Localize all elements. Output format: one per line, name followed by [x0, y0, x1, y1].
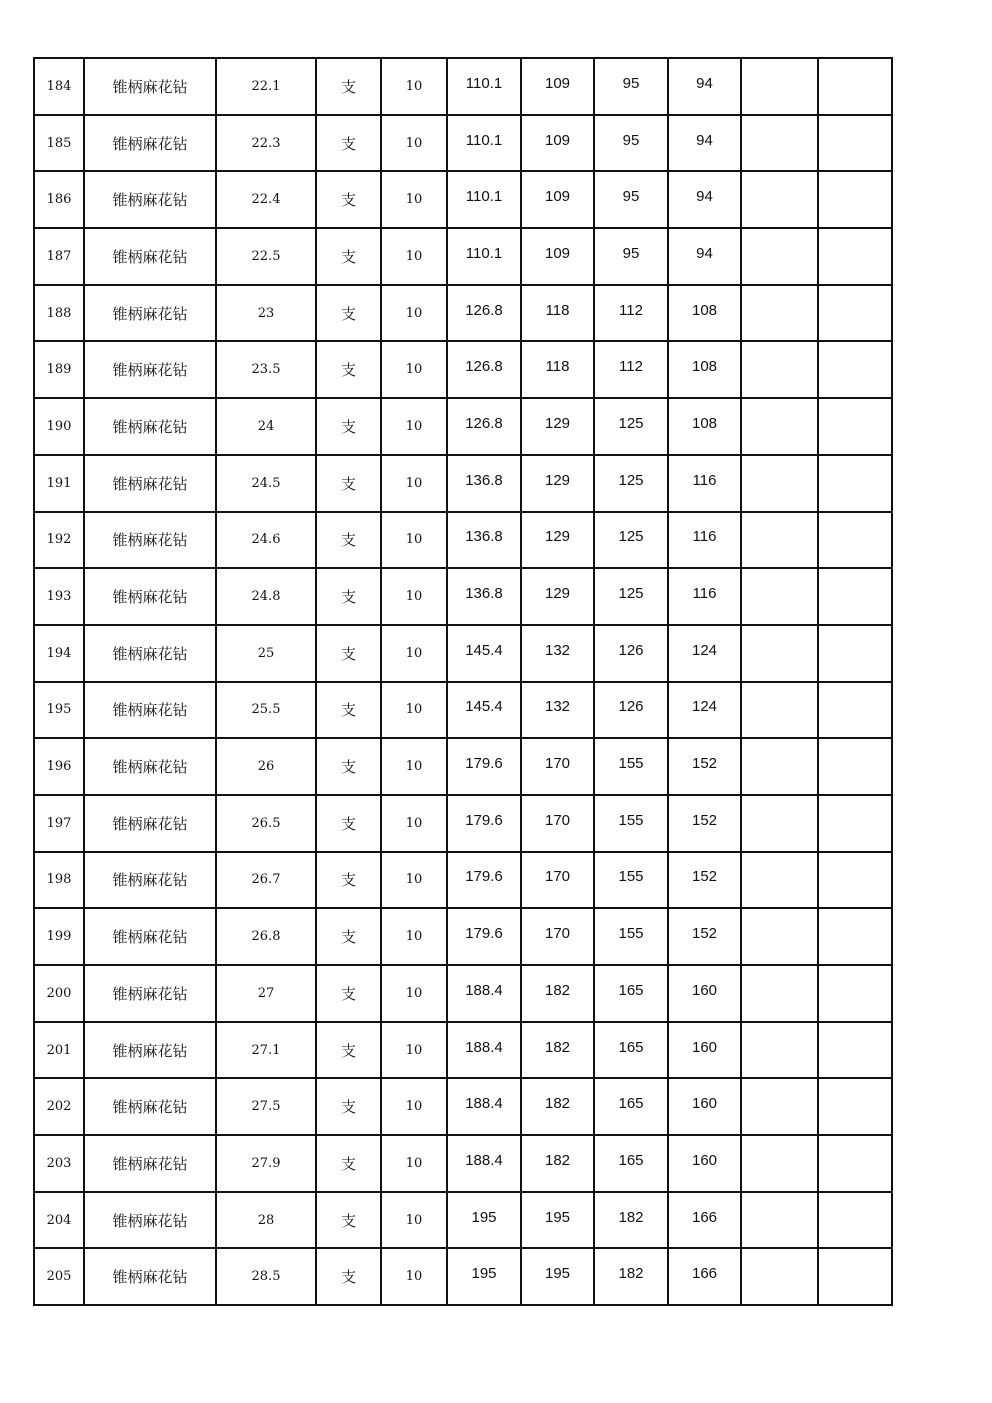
- table-row: [34, 1078, 892, 1135]
- price-3-cell: 95: [594, 168, 668, 225]
- row-number-cell: 195: [34, 682, 84, 739]
- product-name-cell: 锥柄麻花钻: [84, 795, 216, 852]
- table-row: [34, 965, 892, 1022]
- price-4-cell: 152: [668, 849, 741, 906]
- quantity-cell: 10: [381, 398, 447, 455]
- unit-cell: 支: [316, 341, 381, 398]
- price-2-cell: 129: [521, 509, 594, 566]
- product-name-cell: 锥柄麻花钻: [84, 738, 216, 795]
- table-row: [34, 625, 892, 682]
- price-1-cell: 179.6: [447, 905, 521, 962]
- quantity-cell: 10: [381, 908, 447, 965]
- unit-cell: 支: [316, 682, 381, 739]
- table-row: [34, 58, 892, 115]
- blank-cell-1: [741, 1192, 818, 1249]
- unit-cell: 支: [316, 795, 381, 852]
- spec-cell: 22.1: [216, 58, 316, 115]
- blank-cell-2: [818, 58, 892, 115]
- row-number-cell: 185: [34, 115, 84, 172]
- row-number-cell: 202: [34, 1078, 84, 1135]
- table-row: [34, 285, 892, 342]
- blank-cell-1: [741, 965, 818, 1022]
- quantity-cell: 10: [381, 965, 447, 1022]
- price-3-cell: 155: [594, 735, 668, 792]
- table-body: [34, 58, 892, 1305]
- price-1-cell: 136.8: [447, 565, 521, 622]
- price-1-cell: 188.4: [447, 1075, 521, 1132]
- unit-cell: 支: [316, 625, 381, 682]
- row-number-cell: 203: [34, 1135, 84, 1192]
- product-name-cell: 锥柄麻花钻: [84, 965, 216, 1022]
- quantity-cell: 10: [381, 341, 447, 398]
- table-row: [34, 908, 892, 965]
- blank-cell-2: [818, 341, 892, 398]
- quantity-cell: 10: [381, 738, 447, 795]
- spec-cell: 25.5: [216, 682, 316, 739]
- price-1-cell: 126.8: [447, 338, 521, 395]
- price-2-cell: 118: [521, 282, 594, 339]
- spec-cell: 22.3: [216, 115, 316, 172]
- product-name-cell: 锥柄麻花钻: [84, 1022, 216, 1079]
- price-4-cell: 166: [668, 1245, 741, 1302]
- price-2-cell: 109: [521, 225, 594, 282]
- spec-cell: 24.5: [216, 455, 316, 512]
- blank-cell-2: [818, 568, 892, 625]
- price-2-cell: 109: [521, 112, 594, 169]
- blank-cell-1: [741, 58, 818, 115]
- table-row: [34, 1192, 892, 1249]
- blank-cell-1: [741, 171, 818, 228]
- price-3-cell: 155: [594, 849, 668, 906]
- blank-cell-1: [741, 285, 818, 342]
- price-1-cell: 195: [447, 1189, 521, 1246]
- price-4-cell: 108: [668, 395, 741, 452]
- price-4-cell: 166: [668, 1189, 741, 1246]
- price-2-cell: 195: [521, 1245, 594, 1302]
- price-4-cell: 124: [668, 679, 741, 736]
- product-name-cell: 锥柄麻花钻: [84, 625, 216, 682]
- quantity-cell: 10: [381, 228, 447, 285]
- price-1-cell: 126.8: [447, 395, 521, 452]
- price-3-cell: 126: [594, 679, 668, 736]
- price-1-cell: 136.8: [447, 452, 521, 509]
- price-1-cell: 179.6: [447, 735, 521, 792]
- price-3-cell: 155: [594, 792, 668, 849]
- blank-cell-2: [818, 1135, 892, 1192]
- product-name-cell: 锥柄麻花钻: [84, 1078, 216, 1135]
- price-2-cell: 129: [521, 395, 594, 452]
- spec-cell: 26.8: [216, 908, 316, 965]
- price-3-cell: 125: [594, 395, 668, 452]
- unit-cell: 支: [316, 1135, 381, 1192]
- row-number-cell: 192: [34, 512, 84, 569]
- unit-cell: 支: [316, 115, 381, 172]
- table-row: [34, 1248, 892, 1305]
- product-name-cell: 锥柄麻花钻: [84, 58, 216, 115]
- quantity-cell: 10: [381, 171, 447, 228]
- price-3-cell: 165: [594, 1019, 668, 1076]
- row-number-cell: 205: [34, 1248, 84, 1305]
- price-4-cell: 160: [668, 1075, 741, 1132]
- blank-cell-2: [818, 682, 892, 739]
- price-3-cell: 112: [594, 338, 668, 395]
- price-3-cell: 165: [594, 962, 668, 1019]
- spec-cell: 22.5: [216, 228, 316, 285]
- price-4-cell: 116: [668, 565, 741, 622]
- price-2-cell: 170: [521, 905, 594, 962]
- unit-cell: 支: [316, 852, 381, 909]
- blank-cell-2: [818, 115, 892, 172]
- price-1-cell: 145.4: [447, 679, 521, 736]
- price-2-cell: 170: [521, 735, 594, 792]
- quantity-cell: 10: [381, 568, 447, 625]
- blank-cell-2: [818, 795, 892, 852]
- blank-cell-2: [818, 965, 892, 1022]
- row-number-cell: 184: [34, 58, 84, 115]
- product-name-cell: 锥柄麻花钻: [84, 682, 216, 739]
- price-2-cell: 109: [521, 168, 594, 225]
- spec-cell: 23: [216, 285, 316, 342]
- spec-cell: 28: [216, 1192, 316, 1249]
- blank-cell-1: [741, 455, 818, 512]
- quantity-cell: 10: [381, 58, 447, 115]
- price-3-cell: 125: [594, 565, 668, 622]
- product-name-cell: 锥柄麻花钻: [84, 398, 216, 455]
- blank-cell-1: [741, 682, 818, 739]
- quantity-cell: 10: [381, 852, 447, 909]
- price-2-cell: 182: [521, 1132, 594, 1189]
- blank-cell-2: [818, 455, 892, 512]
- price-2-cell: 132: [521, 679, 594, 736]
- price-1-cell: 136.8: [447, 509, 521, 566]
- table-row: [34, 1022, 892, 1079]
- row-number-cell: 194: [34, 625, 84, 682]
- quantity-cell: 10: [381, 285, 447, 342]
- price-2-cell: 132: [521, 622, 594, 679]
- table-row: [34, 738, 892, 795]
- product-name-cell: 锥柄麻花钻: [84, 1248, 216, 1305]
- row-number-cell: 201: [34, 1022, 84, 1079]
- unit-cell: 支: [316, 908, 381, 965]
- product-name-cell: 锥柄麻花钻: [84, 512, 216, 569]
- quantity-cell: 10: [381, 115, 447, 172]
- table-row: [34, 228, 892, 285]
- price-2-cell: 182: [521, 1019, 594, 1076]
- unit-cell: 支: [316, 568, 381, 625]
- spec-cell: 24.6: [216, 512, 316, 569]
- price-4-cell: 94: [668, 168, 741, 225]
- quantity-cell: 10: [381, 1022, 447, 1079]
- price-4-cell: 116: [668, 509, 741, 566]
- blank-cell-2: [818, 228, 892, 285]
- row-number-cell: 190: [34, 398, 84, 455]
- price-4-cell: 160: [668, 1132, 741, 1189]
- price-1-cell: 195: [447, 1245, 521, 1302]
- blank-cell-2: [818, 625, 892, 682]
- quantity-cell: 10: [381, 795, 447, 852]
- price-4-cell: 94: [668, 55, 741, 112]
- row-number-cell: 198: [34, 852, 84, 909]
- product-name-cell: 锥柄麻花钻: [84, 285, 216, 342]
- blank-cell-2: [818, 171, 892, 228]
- price-1-cell: 126.8: [447, 282, 521, 339]
- blank-cell-1: [741, 1135, 818, 1192]
- unit-cell: 支: [316, 1192, 381, 1249]
- quantity-cell: 10: [381, 1248, 447, 1305]
- price-1-cell: 179.6: [447, 792, 521, 849]
- spec-cell: 27: [216, 965, 316, 1022]
- product-name-cell: 锥柄麻花钻: [84, 115, 216, 172]
- price-4-cell: 160: [668, 962, 741, 1019]
- price-2-cell: 182: [521, 962, 594, 1019]
- row-number-cell: 186: [34, 171, 84, 228]
- price-3-cell: 125: [594, 509, 668, 566]
- price-2-cell: 129: [521, 565, 594, 622]
- unit-cell: 支: [316, 738, 381, 795]
- table-row: [34, 1135, 892, 1192]
- blank-cell-2: [818, 398, 892, 455]
- table-row: [34, 455, 892, 512]
- spec-cell: 25: [216, 625, 316, 682]
- price-1-cell: 179.6: [447, 849, 521, 906]
- row-number-cell: 196: [34, 738, 84, 795]
- price-2-cell: 170: [521, 792, 594, 849]
- price-2-cell: 170: [521, 849, 594, 906]
- unit-cell: 支: [316, 58, 381, 115]
- spec-cell: 26: [216, 738, 316, 795]
- table-row: [34, 568, 892, 625]
- table-row: [34, 341, 892, 398]
- price-4-cell: 124: [668, 622, 741, 679]
- blank-cell-1: [741, 1248, 818, 1305]
- table-row: [34, 852, 892, 909]
- blank-cell-2: [818, 1022, 892, 1079]
- blank-cell-2: [818, 908, 892, 965]
- price-3-cell: 95: [594, 112, 668, 169]
- blank-cell-2: [818, 1078, 892, 1135]
- price-4-cell: 160: [668, 1019, 741, 1076]
- unit-cell: 支: [316, 512, 381, 569]
- product-name-cell: 锥柄麻花钻: [84, 228, 216, 285]
- price-3-cell: 95: [594, 225, 668, 282]
- blank-cell-1: [741, 908, 818, 965]
- quantity-cell: 10: [381, 1078, 447, 1135]
- blank-cell-2: [818, 1192, 892, 1249]
- price-4-cell: 152: [668, 905, 741, 962]
- table-row: [34, 682, 892, 739]
- table-row: [34, 171, 892, 228]
- price-2-cell: 109: [521, 55, 594, 112]
- price-3-cell: 165: [594, 1132, 668, 1189]
- price-3-cell: 95: [594, 55, 668, 112]
- price-1-cell: 110.1: [447, 225, 521, 282]
- quantity-cell: 10: [381, 625, 447, 682]
- spec-cell: 27.5: [216, 1078, 316, 1135]
- blank-cell-2: [818, 738, 892, 795]
- row-number-cell: 187: [34, 228, 84, 285]
- spec-cell: 22.4: [216, 171, 316, 228]
- blank-cell-1: [741, 625, 818, 682]
- blank-cell-2: [818, 285, 892, 342]
- blank-cell-2: [818, 852, 892, 909]
- price-1-cell: 110.1: [447, 55, 521, 112]
- price-3-cell: 155: [594, 905, 668, 962]
- price-3-cell: 182: [594, 1189, 668, 1246]
- row-number-cell: 188: [34, 285, 84, 342]
- price-4-cell: 94: [668, 225, 741, 282]
- product-name-cell: 锥柄麻花钻: [84, 341, 216, 398]
- price-2-cell: 118: [521, 338, 594, 395]
- table-row: [34, 115, 892, 172]
- product-name-cell: 锥柄麻花钻: [84, 171, 216, 228]
- price-3-cell: 125: [594, 452, 668, 509]
- unit-cell: 支: [316, 285, 381, 342]
- blank-cell-2: [818, 512, 892, 569]
- blank-cell-1: [741, 228, 818, 285]
- row-number-cell: 193: [34, 568, 84, 625]
- spec-cell: 24.8: [216, 568, 316, 625]
- product-name-cell: 锥柄麻花钻: [84, 908, 216, 965]
- product-name-cell: 锥柄麻花钻: [84, 852, 216, 909]
- quantity-cell: 10: [381, 455, 447, 512]
- price-1-cell: 188.4: [447, 1132, 521, 1189]
- product-name-cell: 锥柄麻花钻: [84, 568, 216, 625]
- blank-cell-1: [741, 738, 818, 795]
- price-table: [33, 57, 893, 1306]
- table-row: [34, 512, 892, 569]
- quantity-cell: 10: [381, 1135, 447, 1192]
- row-number-cell: 204: [34, 1192, 84, 1249]
- spec-cell: 26.5: [216, 795, 316, 852]
- price-1-cell: 110.1: [447, 112, 521, 169]
- blank-cell-2: [818, 1248, 892, 1305]
- unit-cell: 支: [316, 171, 381, 228]
- row-number-cell: 191: [34, 455, 84, 512]
- blank-cell-1: [741, 398, 818, 455]
- product-name-cell: 锥柄麻花钻: [84, 1135, 216, 1192]
- quantity-cell: 10: [381, 1192, 447, 1249]
- unit-cell: 支: [316, 1248, 381, 1305]
- table-row: [34, 398, 892, 455]
- unit-cell: 支: [316, 228, 381, 285]
- row-number-cell: 197: [34, 795, 84, 852]
- table-row: [34, 795, 892, 852]
- price-2-cell: 129: [521, 452, 594, 509]
- price-1-cell: 188.4: [447, 1019, 521, 1076]
- blank-cell-1: [741, 341, 818, 398]
- price-3-cell: 165: [594, 1075, 668, 1132]
- quantity-cell: 10: [381, 682, 447, 739]
- product-name-cell: 锥柄麻花钻: [84, 1192, 216, 1249]
- unit-cell: 支: [316, 455, 381, 512]
- blank-cell-1: [741, 1022, 818, 1079]
- product-name-cell: 锥柄麻花钻: [84, 455, 216, 512]
- price-3-cell: 112: [594, 282, 668, 339]
- price-4-cell: 116: [668, 452, 741, 509]
- price-2-cell: 195: [521, 1189, 594, 1246]
- price-1-cell: 145.4: [447, 622, 521, 679]
- unit-cell: 支: [316, 1022, 381, 1079]
- spec-cell: 27.1: [216, 1022, 316, 1079]
- blank-cell-1: [741, 852, 818, 909]
- spec-cell: 28.5: [216, 1248, 316, 1305]
- price-3-cell: 126: [594, 622, 668, 679]
- price-4-cell: 108: [668, 282, 741, 339]
- blank-cell-1: [741, 512, 818, 569]
- blank-cell-1: [741, 1078, 818, 1135]
- spec-cell: 26.7: [216, 852, 316, 909]
- quantity-cell: 10: [381, 512, 447, 569]
- row-number-cell: 189: [34, 341, 84, 398]
- row-number-cell: 199: [34, 908, 84, 965]
- unit-cell: 支: [316, 1078, 381, 1135]
- spec-cell: 27.9: [216, 1135, 316, 1192]
- price-4-cell: 94: [668, 112, 741, 169]
- price-3-cell: 182: [594, 1245, 668, 1302]
- price-4-cell: 108: [668, 338, 741, 395]
- blank-cell-1: [741, 795, 818, 852]
- price-2-cell: 182: [521, 1075, 594, 1132]
- blank-cell-1: [741, 568, 818, 625]
- price-1-cell: 188.4: [447, 962, 521, 1019]
- price-1-cell: 110.1: [447, 168, 521, 225]
- unit-cell: 支: [316, 965, 381, 1022]
- blank-cell-1: [741, 115, 818, 172]
- row-number-cell: 200: [34, 965, 84, 1022]
- price-4-cell: 152: [668, 735, 741, 792]
- spec-cell: 23.5: [216, 341, 316, 398]
- price-4-cell: 152: [668, 792, 741, 849]
- spec-cell: 24: [216, 398, 316, 455]
- unit-cell: 支: [316, 398, 381, 455]
